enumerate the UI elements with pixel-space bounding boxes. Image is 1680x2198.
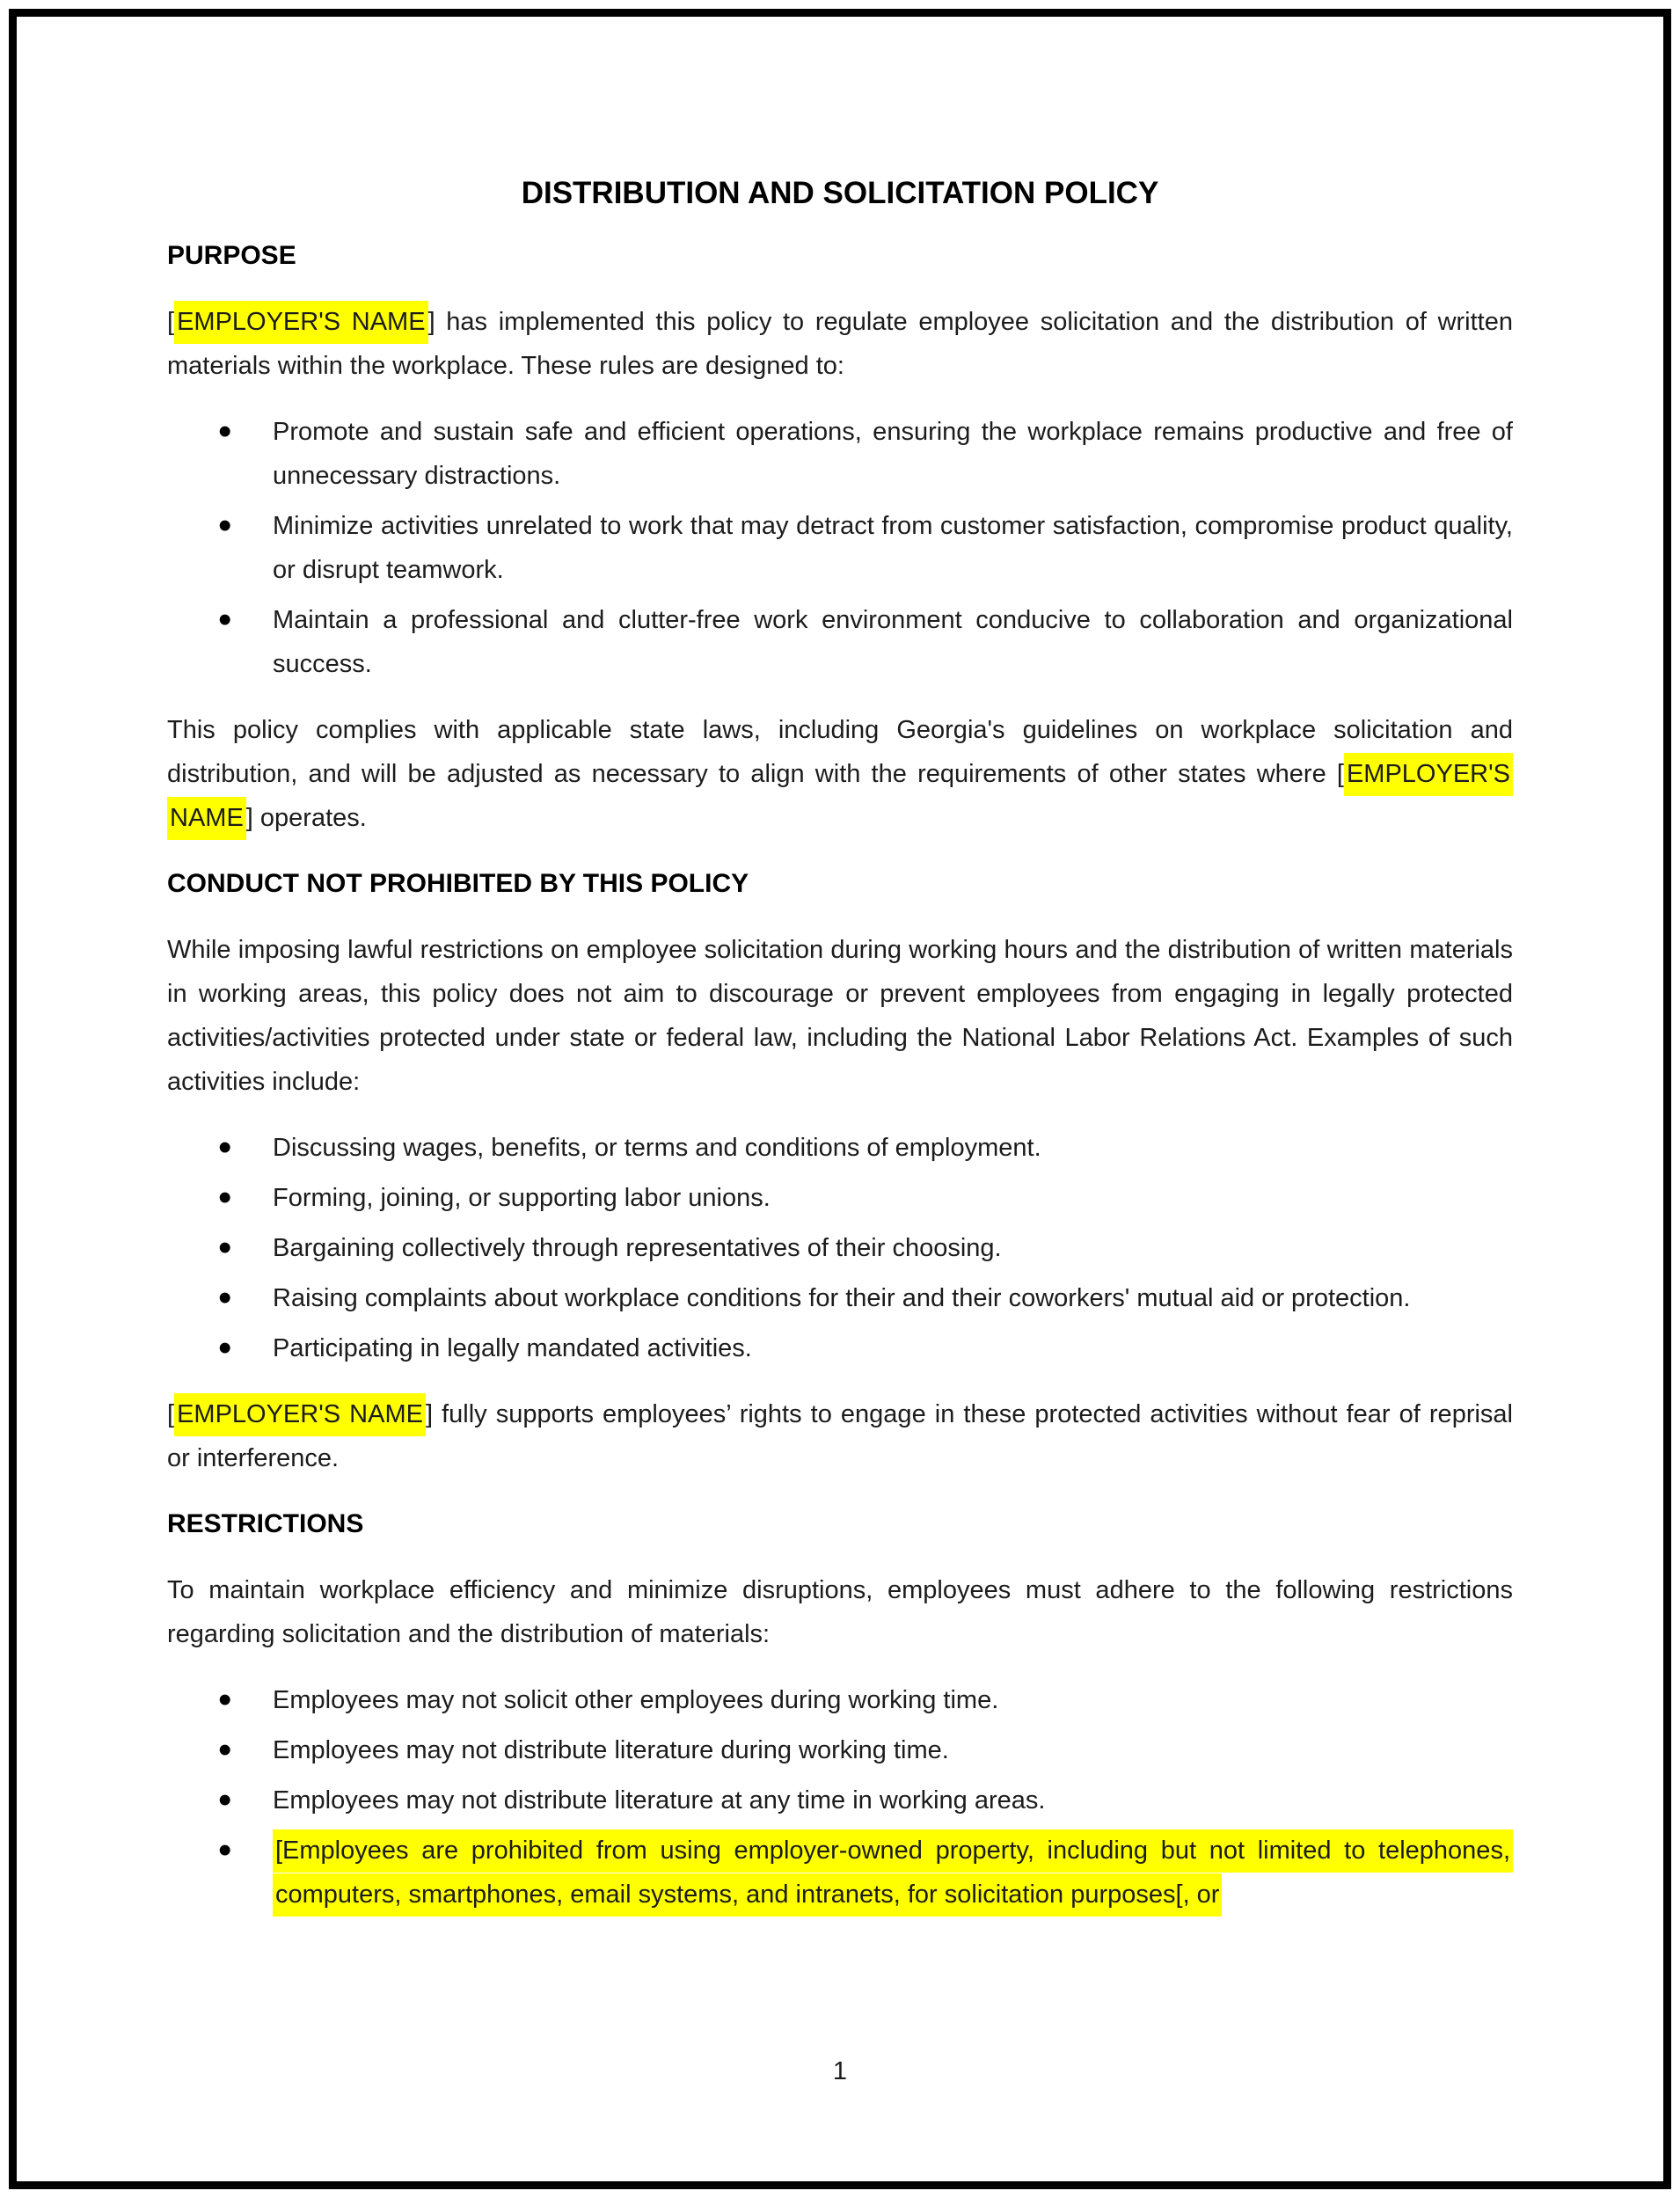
purpose-bullet-list (167, 410, 1513, 686)
list-item (167, 1678, 1513, 1722)
list-item-text: Forming, joining, or supporting labor unions. (273, 1184, 771, 1212)
conduct-bullet-list (167, 1126, 1513, 1370)
list-item-text: Employees may not distribute literature during working time. (273, 1736, 949, 1764)
bullet-icon: • (218, 504, 232, 547)
list-item-text: Promote and sustain safe and efficient operations, ensuring the workplace remains productive and free of unnecessary distractions. (273, 418, 1513, 490)
support-paragraph (167, 1392, 1513, 1480)
page-number: 1 (832, 2057, 848, 2085)
list-item (167, 1778, 1513, 1822)
employer-name-placeholder: EMPLOYER'S NAME (174, 1393, 426, 1436)
section-heading-restrictions: RESTRICTIONS (167, 1509, 364, 1538)
list-item-text: Participating in legally mandated activities. (273, 1334, 752, 1362)
conduct-intro-paragraph: While imposing lawful restrictions on employee solicitation during working hours and the distribution of written materials in working areas, this policy does not aim to discourage or prevent employees from engaging in legally protected activities/activities protected under state or federal law, including the National Labor Relations Act. Examples of such activities include: (167, 936, 1513, 1096)
bullet-icon: • (218, 1678, 232, 1721)
bullet-icon: • (218, 1176, 232, 1219)
section-heading-purpose: PURPOSE (167, 241, 296, 270)
purpose-intro-text: ] has implemented this policy to regulate employee solicitation and the distribution of written materials within the workplace. These rules are designed to: (167, 308, 1513, 380)
list-item (167, 1126, 1513, 1170)
list-item-text: Raising complaints about workplace conditions for their and their coworkers' mutual aid or protection. (273, 1284, 1411, 1312)
list-item (167, 504, 1513, 592)
bullet-icon: • (218, 1829, 232, 1872)
bullet-icon: • (218, 1126, 232, 1169)
bullet-icon: • (218, 410, 232, 453)
bullet-icon: • (218, 1276, 232, 1319)
list-item-text: Minimize activities unrelated to work that may detract from customer satisfaction, compromise product quality, or disrupt teamwork. (273, 512, 1513, 584)
bullet-icon: • (218, 1728, 232, 1771)
compliance-text-end: ] operates. (245, 804, 367, 832)
support-text: ] fully supports employees’ rights to engage in these protected activities without fear of reprisal or interference. (167, 1400, 1513, 1472)
list-item-text: Maintain a professional and clutter-free work environment conducive to collaboration and organizational success. (273, 606, 1513, 678)
list-item (167, 1276, 1513, 1320)
employer-name-placeholder: EMPLOYER'S NAME (167, 753, 1513, 840)
bracket-open: [ (167, 1400, 175, 1428)
bullet-icon: • (218, 598, 232, 641)
compliance-text: This policy complies with applicable state laws, including Georgia's guidelines on workplace solicitation and distribution, and will be adjusted as necessary to align with the requirements of other states where [ (167, 716, 1513, 788)
bullet-icon: • (218, 1226, 232, 1269)
list-item (167, 598, 1513, 686)
document-title: DISTRIBUTION AND SOLICITATION POLICY (521, 176, 1159, 210)
highlighted-restriction-text: [Employees are prohibited from using employer-owned property, including but not limited to telephones, computers, smartphones, email systems, and intranets, for solicitation purposes[, or (273, 1829, 1513, 1917)
bracket-open: [ (167, 308, 175, 336)
list-item-text: Employees may not solicit other employees during working time. (273, 1686, 999, 1714)
restrictions-intro-paragraph: To maintain workplace efficiency and minimize disruptions, employees must adhere to the following restrictions regarding solicitation and the distribution of materials: (167, 1576, 1513, 1648)
section-heading-conduct: CONDUCT NOT PROHIBITED BY THIS POLICY (167, 869, 749, 898)
list-item (167, 410, 1513, 498)
list-item-text: Discussing wages, benefits, or terms and conditions of employment. (273, 1134, 1041, 1162)
compliance-paragraph (167, 708, 1513, 840)
list-item-text: Employees may not distribute literature at any time in working areas. (273, 1786, 1046, 1815)
list-item (167, 1829, 1513, 1917)
purpose-intro-paragraph (167, 300, 1513, 388)
list-item (167, 1176, 1513, 1220)
employer-name-placeholder: EMPLOYER'S NAME (174, 301, 428, 344)
list-item (167, 1728, 1513, 1772)
restrictions-bullet-list (167, 1678, 1513, 1917)
policy-document (167, 172, 1513, 1939)
bullet-icon: • (218, 1326, 232, 1369)
list-item (167, 1226, 1513, 1270)
list-item (167, 1326, 1513, 1370)
list-item-text: Bargaining collectively through representatives of their choosing. (273, 1234, 1002, 1262)
bullet-icon: • (218, 1778, 232, 1822)
